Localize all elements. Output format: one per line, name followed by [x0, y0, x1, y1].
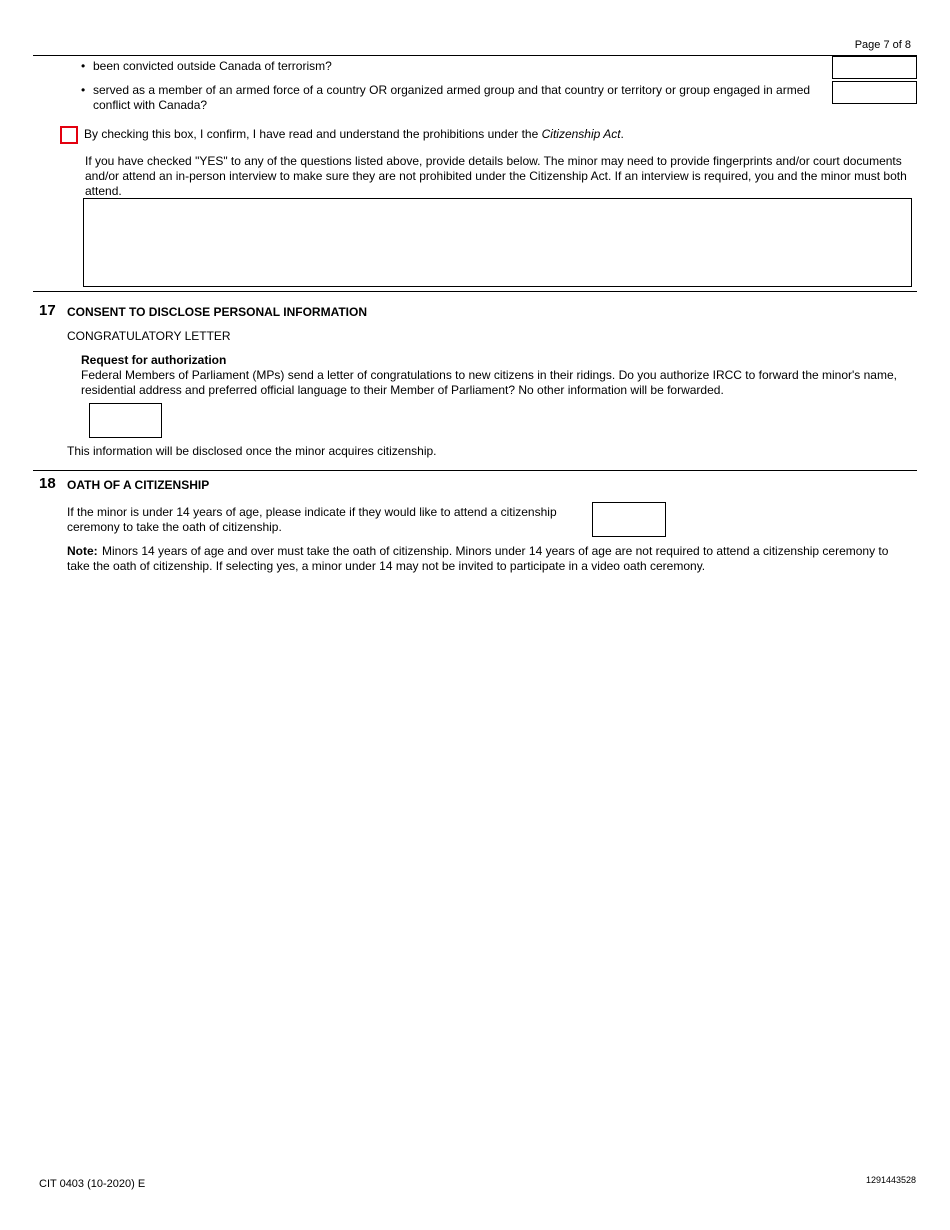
section-rule — [33, 291, 917, 292]
section-18-title: OATH OF A CITIZENSHIP — [67, 478, 210, 492]
barcode-number: 1291443528 — [865, 1175, 916, 1185]
confirm-end: . — [620, 127, 624, 141]
note-text — [67, 544, 913, 574]
section-17-title: CONSENT TO DISCLOSE PERSONAL INFORMATION — [67, 305, 368, 319]
disclosure-note: This information will be disclosed once the minor acquires citizenship. — [67, 444, 437, 458]
authorization-heading: Request for authorization — [81, 353, 227, 367]
confirm-text: By checking this box, I confirm, I have read and understand the prohibitions under the — [84, 127, 542, 141]
note-body: Minors 14 years of age and over must take the oath of citizenship. Minors under 14 years of age are not required to attend a citizenship ceremony to take the oath of citizenship. If selecting yes, a minor under 14 may not be invited to participate in a video oath ceremony. — [67, 544, 889, 573]
authorize-mp-select[interactable] — [89, 403, 162, 438]
form-code: CIT 0403 (10-2020) E — [39, 1178, 146, 1190]
note-label: Note: — [67, 544, 98, 558]
attend-ceremony-select[interactable] — [592, 502, 666, 537]
prohibitions-confirm-checkbox[interactable] — [60, 126, 78, 144]
bullet-icon: • — [81, 83, 86, 97]
prohibitions-details-textarea[interactable] — [83, 198, 912, 287]
section-17-number: 17 — [39, 302, 56, 319]
terrorism-answer-select[interactable] — [832, 56, 917, 79]
citizenship-act-text: Citizenship Act — [541, 127, 621, 141]
armed-force-answer-select[interactable] — [832, 81, 917, 104]
prohibition-item-terrorism: been convicted outside Canada of terrorism? — [93, 59, 332, 73]
details-instructions: If you have checked "YES" to any of the questions listed above, provide details below. The minor may need to provide fingerprints and/or court documents and/or attend an in-person interview to make sure they are not prohibited under the Citizenship Act. If an interview is required, you and the minor must both attend. — [85, 154, 907, 198]
congratulatory-letter-heading: CONGRATULATORY LETTER — [67, 329, 231, 343]
prohibition-item-armed-force: served as a member of an armed force of a country OR organized armed group and that country or territory or group engaged in armed conflict with Canada? — [93, 83, 811, 112]
section-18-number: 18 — [39, 475, 56, 492]
section-rule — [33, 470, 917, 471]
page-number: Page 7 of 8 — [854, 39, 911, 51]
prohibitions-confirm-label — [84, 127, 904, 142]
authorization-text: Federal Members of Parliament (MPs) send a letter of congratulations to new citizens in their ridings. Do you authorize IRCC to forward the minor's name, residential address and preferred official language to their Member of Parliament? No other information will be forwarded. — [81, 368, 897, 397]
bullet-icon: • — [81, 59, 86, 73]
top-rule — [33, 55, 917, 56]
oath-question: If the minor is under 14 years of age, please indicate if they would like to attend a citizenship ceremony to take the oath of citizenship. — [67, 505, 557, 534]
